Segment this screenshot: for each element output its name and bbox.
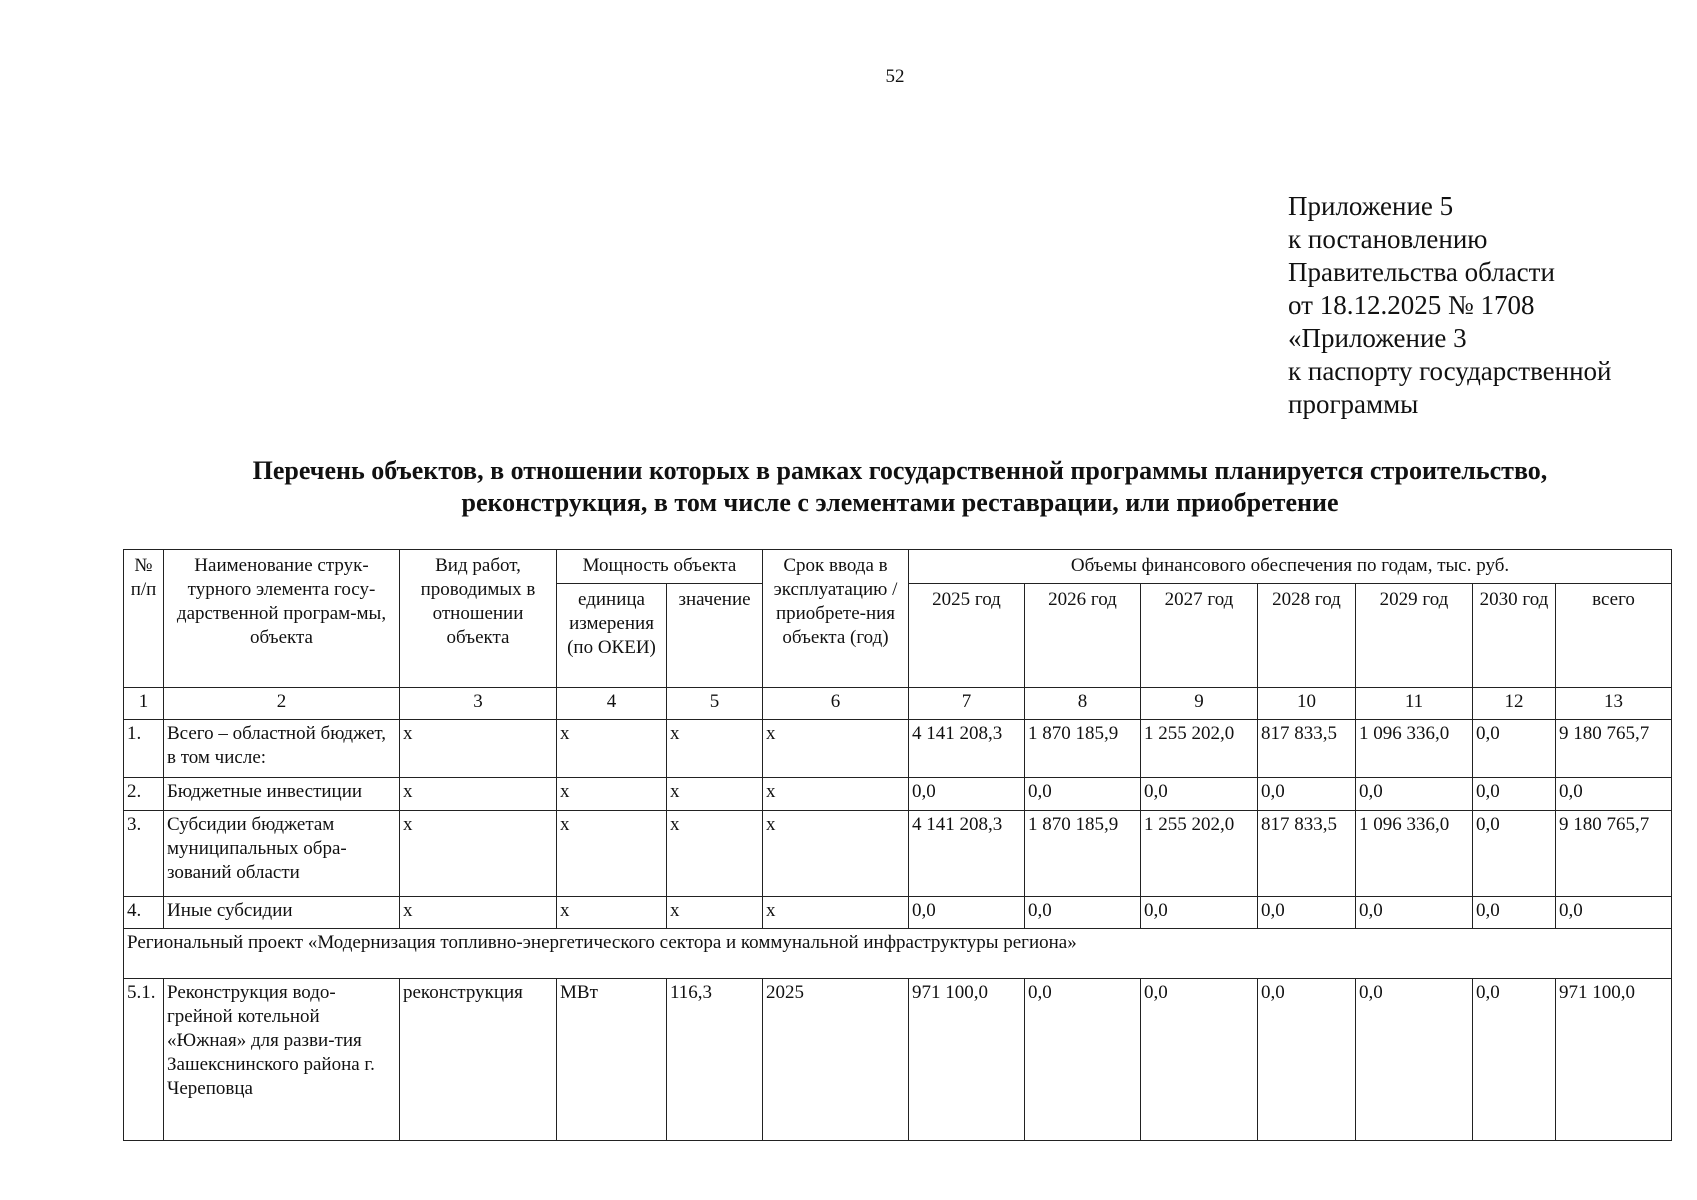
row-amount: 0,0: [1473, 811, 1556, 897]
row-total: 0,0: [1556, 897, 1672, 929]
row-amount: 0,0: [1258, 897, 1356, 929]
header-num: № п/п: [124, 550, 164, 688]
row-name: Субсидии бюджетам муниципальных обра-зований области: [164, 811, 400, 897]
row-amount: 0,0: [1141, 979, 1258, 1141]
document-title-line-2: реконструкция, в том числе с элементами реставрации, или приобретение: [461, 488, 1339, 517]
row-amount: 0,0: [1141, 897, 1258, 929]
column-number: 7: [909, 688, 1025, 720]
column-number: 9: [1141, 688, 1258, 720]
row-name: Реконструкция водо-грейной котельной «Южная» для разви-тия Зашекснинского района г. Череповца: [164, 979, 400, 1141]
row-amount: 971 100,0: [909, 979, 1025, 1141]
row-amount: 0,0: [1141, 778, 1258, 811]
row-total: 0,0: [1556, 778, 1672, 811]
column-number: 6: [763, 688, 909, 720]
header-unit: единица измерения (по ОКЕИ): [557, 584, 667, 688]
row-total: 9 180 765,7: [1556, 811, 1672, 897]
table-row: [124, 720, 1672, 778]
table-row: [124, 778, 1672, 811]
appendix-line: к паспорту государственной: [1288, 356, 1612, 386]
row-amount: 0,0: [909, 897, 1025, 929]
header-row-1: [124, 550, 1672, 584]
row-num: 1.: [124, 720, 164, 778]
row-amount: 0,0: [1356, 979, 1473, 1141]
column-number: 3: [400, 688, 557, 720]
objects-table: [123, 549, 1672, 1141]
row-amount: 0,0: [1473, 778, 1556, 811]
column-number: 12: [1473, 688, 1556, 720]
header-year: 2026 год: [1025, 584, 1141, 688]
header-commission: Срок ввода в эксплуатацию / приобрете-ния объекта (год): [763, 550, 909, 688]
row-work-type: х: [400, 720, 557, 778]
row-amount: 0,0: [1356, 897, 1473, 929]
row-amount: 0,0: [1258, 979, 1356, 1141]
row-num: 2.: [124, 778, 164, 811]
column-number: 10: [1258, 688, 1356, 720]
header-year: 2027 год: [1141, 584, 1258, 688]
page-number: 52: [885, 66, 905, 87]
row-amount: 4 141 208,3: [909, 720, 1025, 778]
column-number-row: [124, 688, 1672, 720]
header-total: всего: [1556, 584, 1672, 688]
row-amount: 1 096 336,0: [1356, 720, 1473, 778]
table-row: [124, 811, 1672, 897]
appendix-line: к постановлению: [1288, 224, 1488, 254]
header-year: 2029 год: [1356, 584, 1473, 688]
row-amount: 0,0: [1025, 979, 1141, 1141]
header-year: 2025 год: [909, 584, 1025, 688]
column-number: 4: [557, 688, 667, 720]
row-commission: х: [763, 811, 909, 897]
row-value: х: [667, 897, 763, 929]
appendix-line: от 18.12.2025 № 1708: [1288, 290, 1535, 320]
table-row: [124, 979, 1672, 1141]
row-work-type: реконструкция: [400, 979, 557, 1141]
row-amount: 4 141 208,3: [909, 811, 1025, 897]
row-name: Иные субсидии: [164, 897, 400, 929]
header-funding: Объемы финансового обеспечения по годам, тыс. руб.: [909, 550, 1672, 584]
row-commission: 2025: [763, 979, 909, 1141]
row-unit: х: [557, 720, 667, 778]
row-amount: 1 255 202,0: [1141, 720, 1258, 778]
row-amount: 817 833,5: [1258, 720, 1356, 778]
row-value: х: [667, 720, 763, 778]
row-amount: 0,0: [1025, 897, 1141, 929]
header-value: значение: [667, 584, 763, 688]
appendix-line: Приложение 5: [1288, 191, 1454, 221]
row-num: 3.: [124, 811, 164, 897]
row-unit: х: [557, 778, 667, 811]
header-name: Наименование струк-турного элемента госу-дарственной програм-мы, объекта: [164, 550, 400, 688]
row-total: 971 100,0: [1556, 979, 1672, 1141]
row-amount: 1 870 185,9: [1025, 811, 1141, 897]
row-amount: 1 255 202,0: [1141, 811, 1258, 897]
row-amount: 0,0: [1356, 778, 1473, 811]
regional-project-title: Региональный проект «Модернизация топливно-энергетического сектора и коммунальной инфраструктуры региона»: [124, 929, 1672, 979]
header-year: 2030 год: [1473, 584, 1556, 688]
row-amount: 0,0: [1473, 897, 1556, 929]
row-commission: х: [763, 778, 909, 811]
row-unit: МВт: [557, 979, 667, 1141]
row-commission: х: [763, 720, 909, 778]
row-amount: 817 833,5: [1258, 811, 1356, 897]
row-work-type: х: [400, 778, 557, 811]
column-number: 11: [1356, 688, 1473, 720]
row-work-type: х: [400, 897, 557, 929]
column-number: 1: [124, 688, 164, 720]
row-amount: 0,0: [1258, 778, 1356, 811]
row-amount: 1 096 336,0: [1356, 811, 1473, 897]
header-capacity: Мощность объекта: [557, 550, 763, 584]
row-amount: 1 870 185,9: [1025, 720, 1141, 778]
row-total: 9 180 765,7: [1556, 720, 1672, 778]
row-unit: х: [557, 897, 667, 929]
row-amount: 0,0: [1025, 778, 1141, 811]
header-work-type: Вид работ, проводимых в отношении объекта: [400, 550, 557, 688]
column-number: 8: [1025, 688, 1141, 720]
appendix-line: программы: [1288, 389, 1419, 419]
row-amount: 0,0: [909, 778, 1025, 811]
document-title-line-1: Перечень объектов, в отношении которых в рамках государственной программы планируется строительство,: [252, 456, 1548, 485]
column-number: 2: [164, 688, 400, 720]
section-row: [124, 929, 1672, 979]
row-commission: х: [763, 897, 909, 929]
row-num: 5.1.: [124, 979, 164, 1141]
column-number: 13: [1556, 688, 1672, 720]
row-value: х: [667, 778, 763, 811]
row-name: Всего – областной бюджет, в том числе:: [164, 720, 400, 778]
row-amount: 0,0: [1473, 979, 1556, 1141]
table-row: [124, 897, 1672, 929]
row-amount: 0,0: [1473, 720, 1556, 778]
column-number: 5: [667, 688, 763, 720]
row-value: 116,3: [667, 979, 763, 1141]
appendix-line: «Приложение 3: [1288, 323, 1467, 353]
appendix-line: Правительства области: [1288, 257, 1555, 287]
appendix-block: [1288, 190, 1612, 421]
header-year: 2028 год: [1258, 584, 1356, 688]
row-value: х: [667, 811, 763, 897]
document-title: [150, 455, 1650, 519]
row-num: 4.: [124, 897, 164, 929]
row-unit: х: [557, 811, 667, 897]
row-name: Бюджетные инвестиции: [164, 778, 400, 811]
row-work-type: х: [400, 811, 557, 897]
